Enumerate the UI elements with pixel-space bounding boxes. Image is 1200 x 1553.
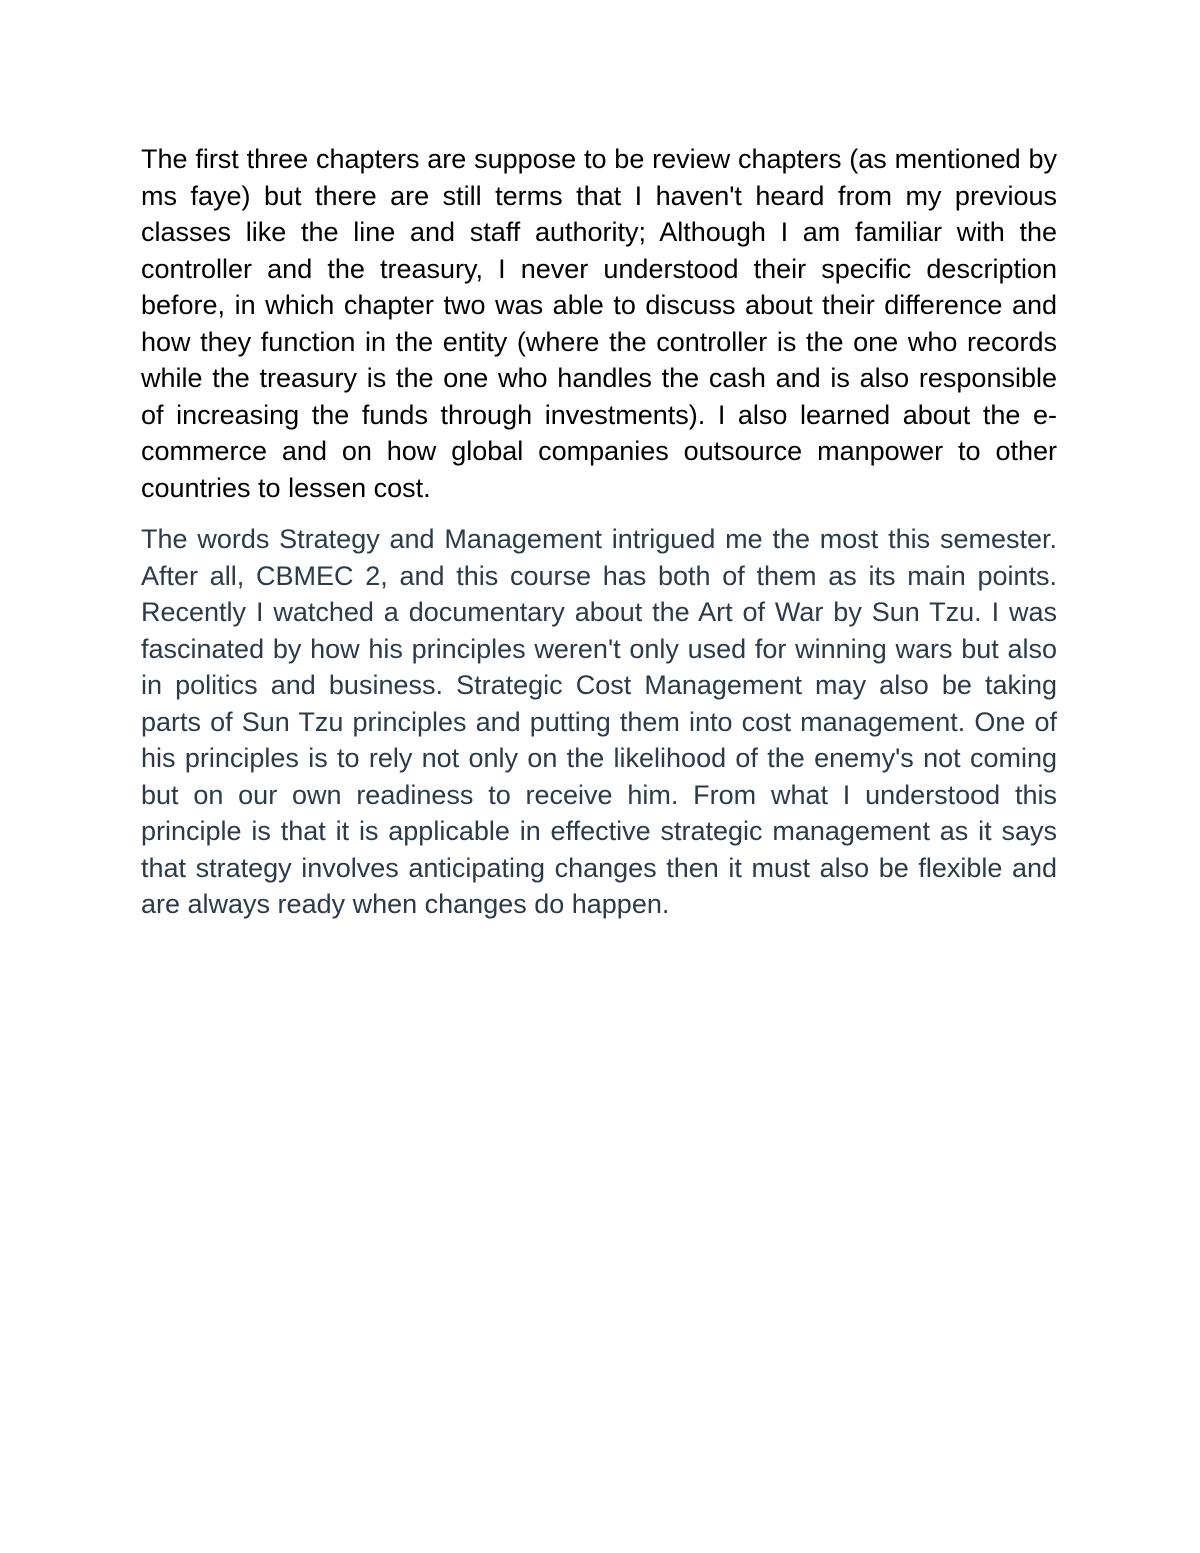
document-body [141, 141, 1057, 923]
paragraph-1: The first three chapters are suppose to be review chapters (as mentioned by ms faye) but there are still terms that I haven't heard from my previous classes like the line and staff authority; Although I am familiar with the controller and the treasury, I never understood their specific description before, in which chapter two was able to discuss about their difference and how they function in the entity (where the controller is the one who records while the treasury is the one who handles the cash and is also responsible of increasing the funds through investments). I also learned about the e-commerce and on how global companies outsource manpower to other countries to lessen cost. [141, 144, 1057, 503]
paragraph-2: The words Strategy and Management intrigued me the most this semester. After all, CBMEC 2, and this course has both of them as its main points. Recently I watched a documentary about the Art of War by Sun Tzu. I was fascinated by how his principles weren't only used for winning wars but also in politics and business. Strategic Cost Management may also be taking parts of Sun Tzu principles and putting them into cost management. One of his principles is to rely not only on the likelihood of the enemy's not coming but on our own readiness to receive him. From what I understood this principle is that it is applicable in effective strategic management as it says that strategy involves anticipating changes then it must also be flexible and are always ready when changes do happen. [141, 524, 1057, 919]
